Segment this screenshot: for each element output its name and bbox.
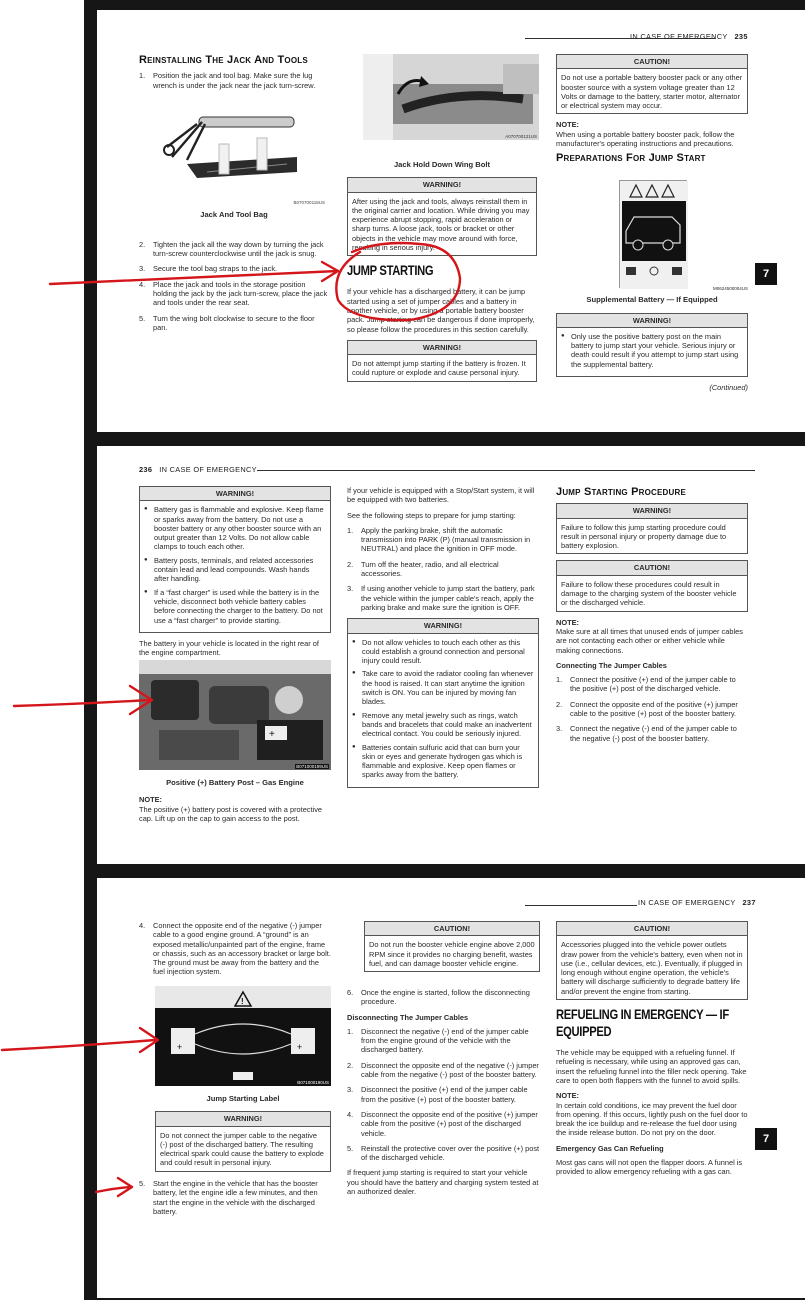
step-text: Reinstall the protective cover over the positive (+) post of the discharged vehicle.	[361, 1143, 540, 1163]
warning-text: Failure to follow this jump starting procedure could result in personal injury or property damage due to battery explosion.	[561, 522, 727, 551]
step-number: 3.	[347, 1085, 354, 1095]
caution-text: Accessories plugged into the vehicle power outlets draw power from the vehicle's battery, even when not in use (i.e., cellular devices, etc.). Eventually, if plugged in long enough without engine operation, the vehicle's battery will discharge sufficiently to degrade battery life and/or prevent the engine from starting.	[561, 940, 743, 996]
page-header	[638, 898, 756, 907]
warning-text: Do not connect the jumper cable to the negative (-) post of the discharged battery. The resulting electrical spark could cause the battery to explode and could result in personal injury.	[160, 1130, 324, 1168]
figure-code: B070700118US	[293, 200, 325, 205]
list-item	[347, 1027, 540, 1055]
warning-heading: WARNING!	[156, 1112, 330, 1126]
list-item	[139, 280, 329, 308]
step-text: Turn off the heater, radio, and all electrical accessories.	[361, 559, 499, 579]
caution-text: Do not run the booster vehicle engine above 2,000 RPM since it provides no charging benefit, wastes fuel, and can damage booster vehicle engine.	[369, 940, 535, 968]
page-number: 237	[742, 898, 756, 907]
figure-caption: Jump Starting Label	[206, 1094, 280, 1103]
caution-heading: CAUTION!	[557, 922, 747, 936]
warning-box	[347, 177, 537, 256]
step-number: 1.	[556, 675, 563, 685]
list-item	[556, 724, 748, 743]
warning-text: Do not attempt jump starting if the battery is frozen. It could rupture or explode and cause personal injury.	[352, 359, 526, 378]
jack-figure	[147, 102, 327, 210]
step-number: 3.	[556, 724, 563, 734]
refueling-title: REFUELING IN EMERGENCY — IF EQUIPPED	[556, 1006, 729, 1040]
list-item	[139, 240, 329, 259]
warning-list	[144, 505, 326, 625]
warning-heading: WARNING!	[348, 619, 538, 633]
figure-caption: Jack And Tool Bag	[200, 210, 268, 219]
figure-code: B071000190US	[297, 1080, 329, 1085]
bullet-item: ● Remove any metal jewelry such as rings, watch bands and bracelets that could make an inadvertent electrical contact. You could be seriously injured.	[352, 711, 534, 739]
col-battery-lower	[139, 778, 331, 829]
warning-box	[556, 313, 748, 377]
caution-box	[556, 560, 748, 611]
step-number: 1.	[139, 71, 146, 81]
section-title: Jump Starting Procedure	[556, 486, 687, 498]
gas-can-text: Most gas cans will not open the flapper doors. A funnel is provided to allow emergency refueling with a gas can.	[556, 1158, 743, 1177]
warning-box	[139, 486, 331, 633]
jump-label-illustration	[155, 986, 331, 1086]
warning-box	[347, 618, 539, 787]
caution-heading: CAUTION!	[557, 561, 747, 575]
frame-top	[84, 0, 805, 10]
step-number: 5.	[347, 1143, 354, 1153]
col-procedure	[556, 488, 748, 749]
start-step	[139, 1179, 331, 1216]
prepare-steps	[347, 526, 539, 612]
step-text: Connect the positive (+) end of the jumper cable to the positive (+) post of the discharged vehicle.	[570, 675, 736, 694]
step-text: Disconnect the opposite end of the positive (+) jumper cable from the positive (+) post of the discharged vehicle.	[361, 1109, 538, 1138]
caution-heading: CAUTION!	[557, 55, 747, 69]
list-item	[139, 71, 329, 90]
svg-text:+: +	[269, 729, 275, 740]
note-label: NOTE:	[556, 1091, 579, 1101]
page-header	[139, 465, 257, 474]
warning-box	[556, 503, 748, 554]
bullet-item: ● Only use the positive battery post on the main battery to jump start your vehicle. Serious injury or death could result if you attempt to jump start using the supplemental battery.	[561, 332, 743, 369]
step-text: Apply the parking brake, shift the automatic transmission into PARK (P) (manual transmission in NEUTRAL) and place the ignition in OFF mode.	[361, 525, 531, 554]
col-battery	[139, 486, 331, 663]
warning-heading: WARNING!	[348, 178, 536, 192]
figure-caption: Supplemental Battery — If Equipped	[586, 295, 718, 305]
note-text: In certain cold conditions, ice may prevent the fuel door from opening. If this occurs, lightly push on the fuel door to break the ice buildup and re-release the fuel door using the inside release button. Do not pry on the door.	[556, 1100, 748, 1138]
bullet-item: ● Battery posts, terminals, and related accessories contain lead and lead compounds. Wash hands after handling.	[144, 556, 326, 584]
col-refuel	[556, 921, 748, 1183]
step-text: Connect the opposite end of the negative (-) jumper cable to a good engine ground. A “ground” is an exposed metallic/unpainted part of the engine, frame or chassis, such as an accessory bracket or large bolt. The ground must be away from the battery and the fuel injection system.	[153, 921, 331, 977]
refueling-text: The vehicle may be equipped with a refueling funnel. If refueling is necessary, while using an approved gas can, insert the refueling funnel into the filler neck opening. Take care to open both flappers with the funnel to avoid spills.	[556, 1048, 747, 1085]
header-section: IN CASE OF EMERGENCY	[159, 465, 257, 474]
list-item	[347, 988, 540, 1007]
col-jump	[347, 160, 537, 388]
step-number: 2.	[139, 239, 146, 249]
note-label: NOTE:	[556, 617, 579, 627]
frame-left	[84, 0, 97, 1300]
step-text: Turn the wing bolt clockwise to secure to the floor pan.	[153, 313, 315, 332]
bullet-item: ● Take care to avoid the radiator cooling fan whenever the hood is raised. It can start anytime the ignition switch is ON. You can be injured by moving fan blades.	[352, 669, 534, 706]
page-header	[630, 32, 748, 41]
list-item	[347, 1085, 540, 1104]
list-item	[347, 1061, 540, 1080]
manual-page-237	[97, 878, 805, 1298]
list-item	[556, 675, 748, 694]
section-title: Reinstalling The Jack And Tools	[139, 54, 308, 66]
list-item	[347, 560, 539, 579]
svg-text:+: +	[177, 1042, 183, 1052]
step-number: 6.	[347, 988, 354, 997]
list-item	[139, 1179, 331, 1216]
list-item	[347, 1144, 540, 1163]
engine-photo	[139, 660, 331, 770]
ground-step	[139, 921, 331, 977]
step-number: 5.	[139, 1179, 146, 1188]
step-text: Once the engine is started, follow the disconnecting procedure.	[361, 988, 530, 1007]
caution-text: Failure to follow these procedures could result in damage to the charging system of the booster vehicle or the discharged vehicle.	[561, 579, 737, 608]
step-number: 3.	[139, 264, 146, 274]
warning-heading: WARNING!	[557, 314, 747, 328]
col-prep-lower	[556, 276, 748, 392]
bullet-item: ● Do not allow vehicles to touch each other as this could establish a ground connection and personal injury could result.	[352, 638, 534, 666]
disconnect-steps	[347, 1027, 540, 1163]
step-text: Position the jack and tool bag. Make sure the lug wrench is under the jack near the jack turn-screw.	[153, 71, 316, 90]
engine-figure	[139, 660, 331, 770]
list-item	[347, 584, 539, 612]
subsection-title: Emergency Gas Can Refueling	[556, 1143, 664, 1153]
step-number: 4.	[139, 279, 146, 289]
manual-page-236	[97, 446, 805, 864]
battery-label-illustration	[620, 181, 688, 289]
figure-code: A070700121US	[505, 134, 537, 139]
figure-code: B071000199US	[296, 764, 328, 769]
stop-start-text: If your vehicle is equipped with a Stop/Start system, it will be equipped with two batteries.	[347, 486, 535, 505]
caution-box	[364, 921, 540, 972]
wing-bolt-figure	[363, 54, 539, 140]
chapter-tab[interactable]: 7	[755, 263, 777, 285]
note-text: The positive (+) battery post is covered with a protective cap. Lift up on the cap to gain access to the post.	[139, 804, 323, 823]
step-number: 5.	[139, 313, 146, 323]
frame-gap-2	[84, 864, 805, 878]
warning-text: After using the jack and tools, always reinstall them in the original carrier and location. While driving you may experience abrupt stopping, rapid acceleration or sharp turns. A loose jack, tools or bracket or other objects in the vehicle may move around with force, resulting in serious injury.	[352, 196, 530, 253]
caution-heading: CAUTION!	[365, 922, 539, 936]
step-number: 2.	[347, 1060, 354, 1070]
step-text: If using another vehicle to jump start the battery, park the vehicle within the jumper cable's reach, apply the parking brake and make sure the ignition is OFF.	[361, 584, 535, 612]
step-text: Connect the opposite end of the positive (+) jumper cable to the positive (+) post of the booster battery.	[570, 699, 738, 719]
step-text: Disconnect the opposite end of the negative (-) jumper cable from the negative (-) post of the booster battery.	[361, 1060, 539, 1080]
col-start	[139, 1179, 331, 1222]
caution-text: Do not use a portable battery booster pack or any other booster source with a system voltage greater than 12 Volts or damage to the battery, starter motor, alternator or electrical system may occur.	[561, 73, 743, 111]
step-number: 1.	[347, 525, 354, 535]
frame-gap-1	[84, 432, 805, 446]
header-rule	[525, 905, 637, 906]
supplemental-battery-figure	[619, 180, 687, 288]
step-text: Place the jack and tools in the storage position holding the jack by the jack turn-screw, place the jack and tools under the rear seat.	[153, 279, 328, 308]
subsection-title: Connecting The Jumper Cables	[556, 660, 667, 670]
jump-label-figure	[155, 986, 331, 1086]
list-item	[347, 1110, 540, 1138]
step-number: 3.	[347, 584, 354, 594]
list-item	[139, 921, 331, 977]
jump-starting-intro: If your vehicle has a discharged battery, it can be jump started using a set of jumper cables and a battery in another vehicle, or by using a portable battery booster pack. Jump starting can be dangerous if done improperly, so please follow the procedures in this section carefully.	[347, 287, 535, 334]
bullet-item: ● If a “fast charger” is used while the battery is in the vehicle, disconnect both vehicle battery cables before connecting the charger to the battery. Do not use a “fast charger” to provide starting.	[144, 588, 326, 625]
col-disconnect	[364, 921, 540, 978]
list-item	[556, 700, 748, 719]
step-number: 4.	[139, 921, 146, 930]
step-text: Disconnect the positive (+) end of the jumper cable from the positive (+) post of the booster battery.	[361, 1085, 528, 1104]
page-number: 236	[139, 465, 153, 474]
col-prep	[556, 54, 748, 170]
jump-starting-title: JUMP STARTING	[347, 262, 434, 279]
wing-bolt-photo	[363, 54, 539, 140]
svg-text:+: +	[297, 1042, 303, 1052]
warning-heading: WARNING!	[140, 487, 330, 501]
subsection-title: Disconnecting The Jumper Cables	[347, 1012, 469, 1022]
chapter-tab[interactable]: 7	[755, 1128, 777, 1150]
step-number: 2.	[556, 699, 563, 709]
list-item	[139, 314, 329, 333]
warning-heading: WARNING!	[557, 504, 747, 518]
engine-started-step	[347, 988, 540, 1007]
page-number: 235	[734, 32, 748, 41]
closing-text: If frequent jump starting is required to start your vehicle you should have the battery and charging system tested at an authorized dealer.	[347, 1168, 539, 1197]
prepare-intro: See the following steps to prepare for jump starting:	[347, 510, 516, 520]
note-label: NOTE:	[139, 795, 162, 805]
caution-box	[556, 54, 748, 114]
battery-location-text: The battery in your vehicle is located in the right rear of the engine compartment.	[139, 638, 319, 658]
step-number: 2.	[347, 559, 354, 569]
step-text: Connect the negative (-) end of the jumper cable to the negative (-) post of the booster battery.	[570, 724, 737, 743]
svg-text:!: !	[241, 997, 244, 1006]
note-text: Make sure at all times that unused ends of jumper cables are not contacting each other or either vehicle while making connections.	[556, 626, 743, 655]
col-ground-lower	[155, 1094, 331, 1178]
warning-box	[155, 1111, 331, 1171]
note-text: When using a portable battery booster pack, follow the manufacturer's operating instructions and precautions.	[556, 129, 735, 149]
list-item	[139, 264, 329, 273]
step-text: Tighten the jack all the way down by turning the jack turn-screw counterclockwise until the jack is snug.	[153, 239, 324, 259]
col-prepare	[347, 486, 539, 794]
section-title: Preparations For Jump Start	[556, 152, 706, 165]
warning-list	[561, 332, 743, 369]
header-section: IN CASE OF EMERGENCY	[638, 898, 736, 907]
step-number: 4.	[347, 1109, 354, 1119]
header-rule	[257, 470, 755, 471]
figure-caption: Positive (+) Battery Post – Gas Engine	[166, 778, 304, 787]
caution-box	[556, 921, 748, 1000]
note-label: NOTE:	[556, 120, 579, 130]
figure-caption: Jack Hold Down Wing Bolt	[393, 160, 491, 169]
header-section: IN CASE OF EMERGENCY	[630, 32, 728, 41]
list-item	[347, 526, 539, 554]
step-text: Secure the tool bag straps to the jack.	[153, 264, 278, 274]
col-disconnect-lower	[347, 988, 540, 1202]
bullet-item: ● Batteries contain sulfuric acid that can burn your skin or eyes and generate hydrogen gas which is flammable and explosive. Keep open flames or sparks away from the battery.	[352, 743, 534, 780]
jack-illustration	[147, 102, 327, 210]
step-number: 1.	[347, 1026, 354, 1036]
manual-page-235	[97, 10, 805, 432]
warning-box	[347, 340, 537, 382]
connect-steps	[556, 675, 748, 743]
continued-label: (Continued)	[709, 383, 748, 393]
bullet-item: ● Battery gas is flammable and explosive. Keep flame or sparks away from the battery. Do not use a booster battery or any other booster source with an output greater than 12 Volts. Do not allow cable clamps to touch each other.	[144, 505, 326, 551]
step-text: Disconnect the negative (-) end of the jumper cable from the engine ground of the vehicle with the discharged battery.	[361, 1026, 529, 1055]
warning-heading: WARNING!	[348, 341, 536, 355]
col-ground	[139, 921, 331, 983]
warning-list	[352, 638, 534, 780]
step-text: Start the engine in the vehicle that has the booster battery, let the engine idle a few minutes, and then start the engine in the vehicle with the discharged battery.	[153, 1179, 318, 1216]
figure-code: M0624500004US	[712, 286, 748, 291]
